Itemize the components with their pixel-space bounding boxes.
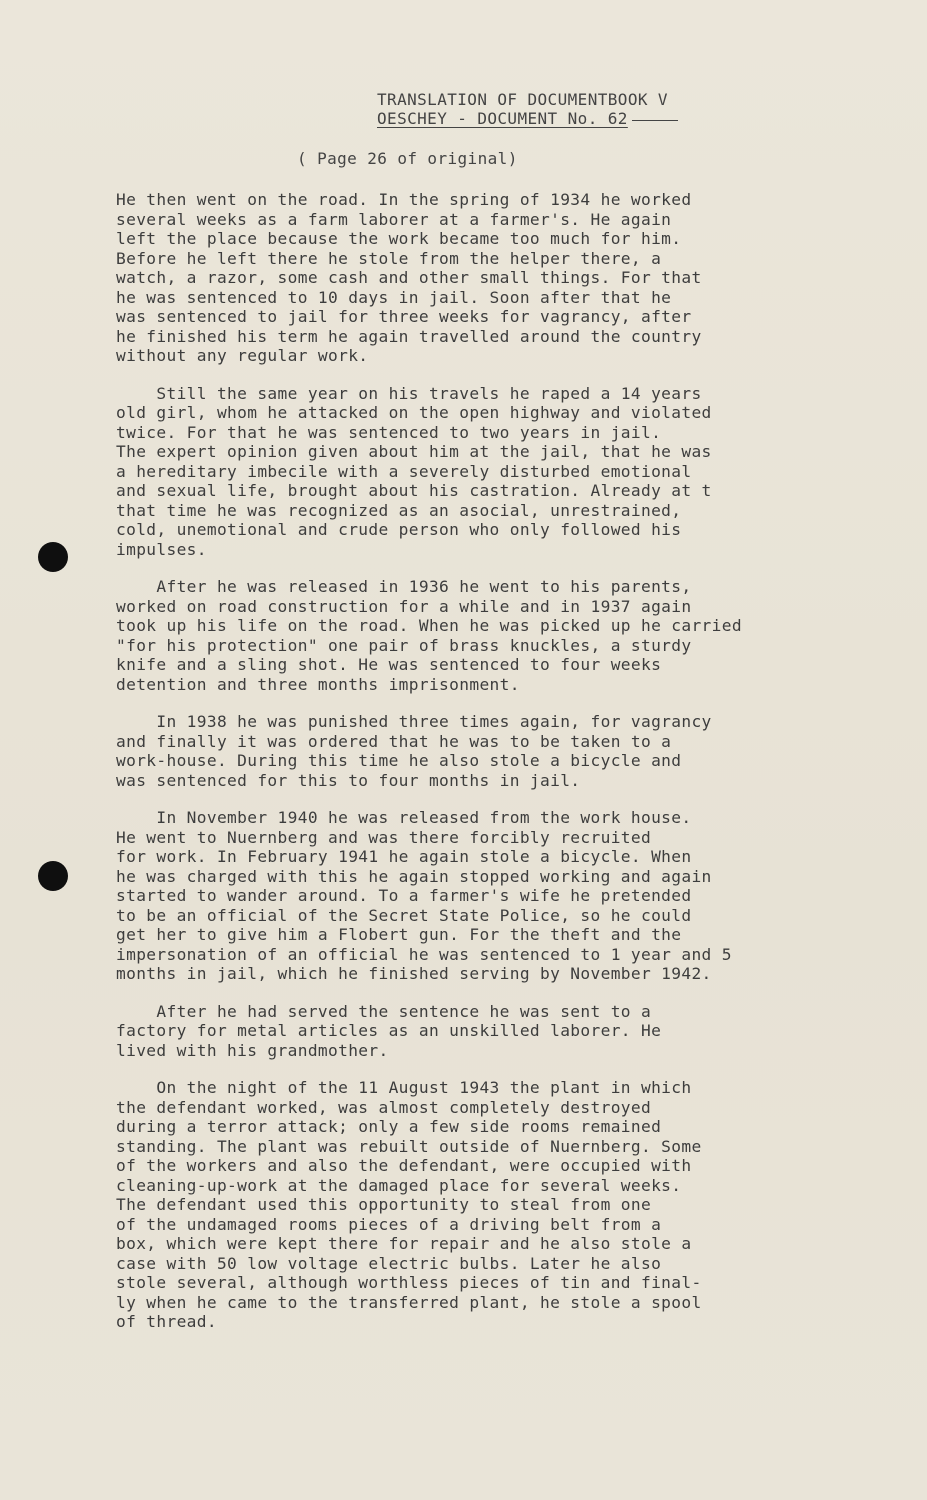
paragraph: After he was released in 1936 he went to his parents, worked on road construction for a while and in 1937 again took up his life on the road. When he was picked up he carried "for his protection" one pair of brass knuckles, a sturdy knife and a sling shot. He was sentenced to four weeks detention and three months imprisonment. — [116, 577, 742, 694]
punch-hole — [38, 542, 68, 572]
document-number: OESCHEY - DOCUMENT No. 62 — [377, 109, 678, 128]
document-header — [377, 90, 678, 128]
paragraph: On the night of the 11 August 1943 the plant in which the defendant worked, was almost completely destroyed during a terror attack; only a few side rooms remained standing. The plant was rebuilt outside of Nuernberg. Some of the workers and also the defendant, were occupied with cleaning-up-work at the damaged place for several weeks. The defendant used this opportunity to steal from one of the undamaged rooms pieces of a driving belt from a box, which were kept there for repair and he also stole a case with 50 low voltage electric bulbs. Later he also stole several, although worthless pieces of tin and final- ly when he came to the transferred plant, he stole a spool of thread. — [116, 1078, 702, 1331]
paragraph: Still the same year on his travels he raped a 14 years old girl, whom he attacked on the open highway and violated twice. For that he was sentenced to two years in jail. The expert opinion given about him at the jail, that he was a hereditary imbecile with a severely disturbed emotional and sexual life, brought about his castration. Already at t that time he was recognized as an asocial, unrestrained, cold, unemotional and crude person who only followed his impulses. — [116, 383, 712, 559]
paragraph: He then went on the road. In the spring of 1934 he worked several weeks as a farm laborer at a farmer's. He again left the place because the work became too much for him. Before he left there he stole from the helper there, a watch, a razor, some cash and other small things. For that he was sentenced to 10 days in jail. Soon after that he was sentenced to jail for three weeks for vagrancy, after he finished his term he again travelled around the country without any regular work. — [116, 190, 702, 365]
paragraph: In November 1940 he was released from the work house. He went to Nuernberg and was there forcibly recruited for work. In February 1941 he again stole a bicycle. When he was charged with this he again stopped working and again started to wander around. To a farmer's wife he pretended to be an official of the Secret State Police, so he could get her to give him a Flobert gun. For the theft and the impersonation of an official he was sentenced to 1 year and 5 months in jail, which he finished serving by November 1942. — [116, 808, 732, 983]
punch-hole — [38, 861, 68, 891]
header-title: TRANSLATION OF DOCUMENTBOOK V — [377, 90, 668, 109]
paragraph: After he had served the sentence he was sent to a factory for metal articles as an unskilled laborer. He lived with his grandmother. — [116, 1001, 662, 1060]
page-reference: ( Page 26 of original) — [297, 149, 518, 168]
paragraph: In 1938 he was punished three times again, for vagrancy and finally it was ordered that he was to be taken to a work-house. During this time he also stole a bicycle and was sentenced for this to four months in jail. — [116, 712, 712, 790]
document-body — [116, 190, 866, 1350]
